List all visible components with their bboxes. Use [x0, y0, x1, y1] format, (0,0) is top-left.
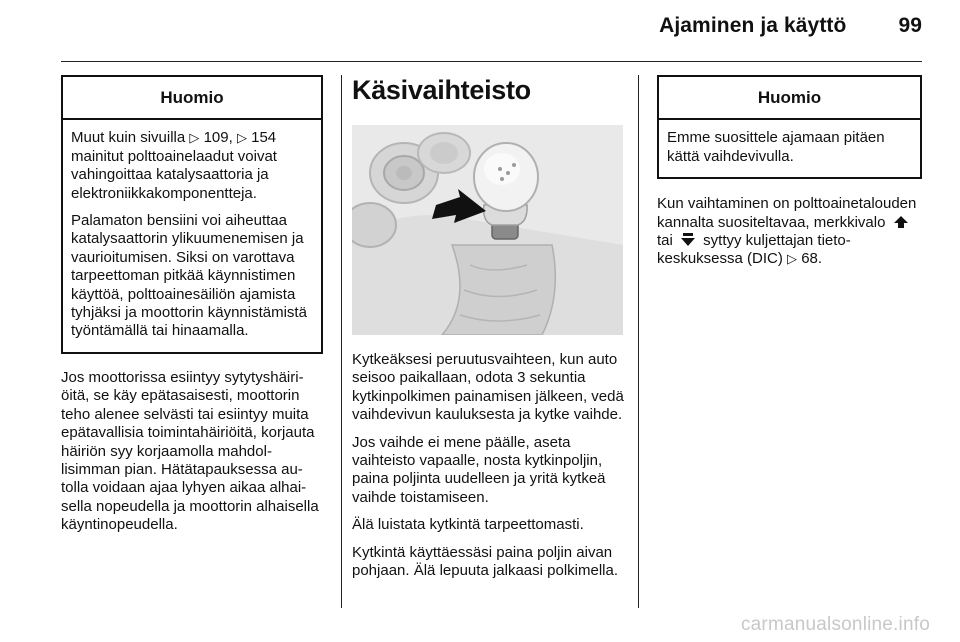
notice-title: Huomio — [63, 77, 321, 120]
column-divider-right — [638, 75, 639, 608]
body-paragraph: Älä luistata kytkintä tarpeettomasti. — [352, 516, 584, 534]
page-ref-link[interactable]: 68 — [801, 250, 818, 268]
column-divider-left — [341, 75, 342, 608]
notice-box-left — [61, 75, 323, 354]
body-paragraph: Kytkeäksesi peruutusvaihteen, kun auto seisoo paikallaan, odota 3 sekuntia kytkinpolkimen painamisen jälkeen, vedä vaihdevivun kauluksesta ja kytke vaihde. — [352, 351, 624, 424]
notice-text: Muut kuin sivuilla — [71, 129, 190, 147]
left-column — [61, 75, 323, 544]
gear-shift-illustration — [352, 125, 623, 335]
notice-body — [63, 120, 321, 351]
separator: , — [228, 129, 237, 147]
shift-up-icon — [893, 215, 909, 229]
body-text: . — [817, 250, 823, 268]
notice-title: Huomio — [659, 77, 920, 120]
page-ref-arrow-icon: ▷ — [787, 251, 798, 267]
middle-column — [352, 75, 624, 589]
body-paragraph: Jos vaihde ei mene päälle, aseta vaihteisto vapaalle, nosta kytkinpoljin, paina poljinta uudelleen ja yritä kytkeä vaihde toistamiseen. — [352, 433, 606, 506]
body-paragraph: Jos moottorissa esiintyy sytytyshäiriöitä, se käy epätasaisesti, moottorin teho alenee selvästi tai esiintyy muita epätavallisia toimintahäiriöitä, korjauta häiriön syy korjaamolla mahdollisimman pian. Hätätapauksessa autolla voidaan ajaa lyhyen aikaa alhaisella nopeudella ja moottorin alhaisella käyntinopeudella. — [61, 368, 319, 534]
notice-paragraph — [71, 129, 313, 203]
watermark: carmanualsonline.info — [740, 614, 930, 635]
page-header — [659, 14, 922, 38]
header-rule — [61, 61, 922, 62]
page-ref-link[interactable]: 154 — [251, 129, 277, 147]
notice-text: mainitut polttoainelaadut voivat vahingoittaa katalysaattoria ja elektroniikkakomponentteja. — [71, 147, 277, 202]
gear-shift-photo — [352, 125, 623, 335]
page-ref-arrow-icon: ▷ — [189, 130, 200, 146]
notice-box-right — [657, 75, 922, 179]
notice-body — [659, 120, 920, 177]
notice-paragraph: Palamaton bensiini voi aiheuttaa katalysaattorin ylikuumenemisen ja vaurioitumisen. Siksi on varottava tarpeettoman pitkää käynnistimen käyttöä, polttoainesäiliön ajamista tyhjäksi ja moottorin käynnistämistä työntämällä tai hinaamalla. — [71, 212, 307, 340]
notice-paragraph: Emme suosittele ajamaan pitäen kättä vaihdevivulla. — [667, 129, 885, 165]
body-text: Kun vaihtaminen on polttoainetalouden kannalta suositeltavaa, merkkivalo — [657, 195, 917, 231]
page-ref-arrow-icon: ▷ — [236, 130, 247, 146]
body-text: syttyy kuljettajan tietokeskuksessa (DIC) — [657, 232, 851, 268]
header-title: Ajaminen ja käyttö — [659, 14, 847, 37]
page-number: 99 — [898, 14, 922, 37]
section-title: Käsivaihteisto — [352, 75, 531, 105]
right-column — [657, 75, 922, 278]
page-ref-link[interactable]: 109 — [203, 129, 229, 147]
shift-down-icon — [680, 233, 696, 247]
body-paragraph — [657, 195, 922, 269]
body-paragraph: Kytkintä käyttäessäsi paina poljin aivan pohjaan. Älä lepuuta jalkaasi polkimella. — [352, 543, 619, 580]
body-text: tai — [657, 232, 678, 250]
